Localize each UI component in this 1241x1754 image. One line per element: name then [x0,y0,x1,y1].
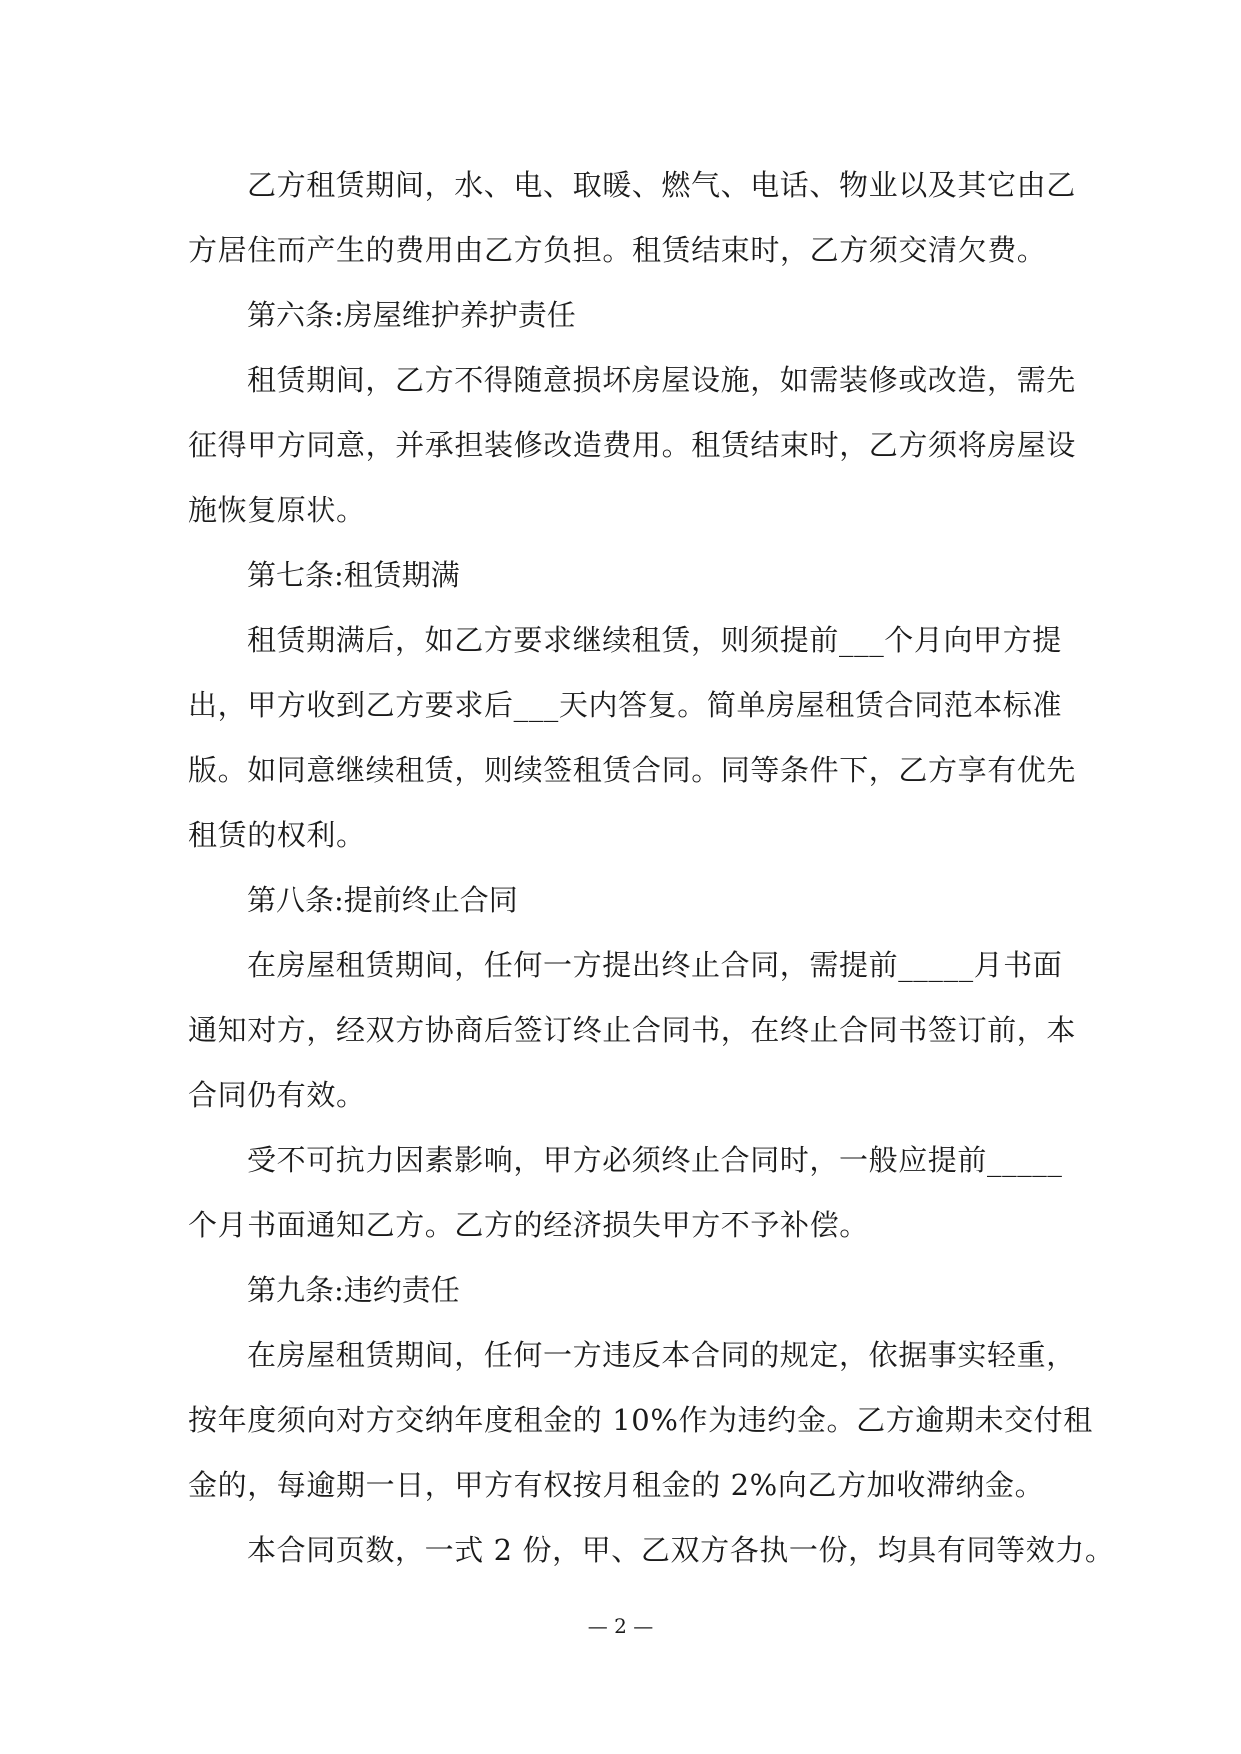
section-heading: 第九条:违约责任 [247,1273,460,1307]
paragraph-line: 本合同页数，一式 2 份，甲、乙双方各执一份，均具有同等效力。 [247,1533,1115,1567]
paragraph-line: 租赁期间，乙方不得随意损坏房屋设施，如需装修或改造，需先 [247,363,1076,397]
paragraph-line: 征得甲方同意，并承担装修改造费用。租赁结束时，乙方须将房屋设 [188,428,1077,462]
paragraph-line: 施恢复原状。 [188,493,366,527]
paragraph-line: 乙方租赁期间，水、电、取暖、燃气、电话、物业以及其它由乙 [247,168,1076,202]
paragraph-line: 通知对方，经双方协商后签订终止合同书，在终止合同书签订前，本 [188,1013,1077,1047]
page-number: — 2 — [587,1614,654,1638]
paragraph-line: 合同仍有效。 [188,1078,366,1112]
paragraph-line: 受不可抗力因素影响，甲方必须终止合同时，一般应提前_____ [247,1143,1063,1177]
document-body [188,153,1115,1583]
paragraph-line: 个月书面通知乙方。乙方的经济损失甲方不予补偿。 [188,1208,869,1242]
paragraph-line: 出，甲方收到乙方要求后___天内答复。简单房屋租赁合同范本标准 [188,688,1063,722]
paragraph-line: 租赁的权利。 [188,818,366,852]
paragraph-line: 版。如同意继续租赁，则续签租赁合同。同等条件下，乙方享有优先 [188,753,1077,787]
section-heading: 第六条:房屋维护养护责任 [247,298,576,332]
section-heading: 第八条:提前终止合同 [247,883,518,917]
section-heading: 第七条:租赁期满 [247,558,460,592]
paragraph-line: 租赁期满后，如乙方要求继续租赁，则须提前___个月向甲方提 [247,623,1062,657]
paragraph-line: 在房屋租赁期间，任何一方违反本合同的规定，依据事实轻重， [247,1338,1076,1372]
paragraph-line: 金的，每逾期一日，甲方有权按月租金的 2%向乙方加收滞纳金。 [188,1468,1045,1502]
paragraph-line: 按年度须向对方交纳年度租金的 10%作为违约金。乙方逾期未交付租 [188,1403,1093,1437]
paragraph-line: 方居住而产生的费用由乙方负担。租赁结束时，乙方须交清欠费。 [188,233,1047,267]
paragraph-line: 在房屋租赁期间，任何一方提出终止合同，需提前_____月书面 [247,948,1063,982]
